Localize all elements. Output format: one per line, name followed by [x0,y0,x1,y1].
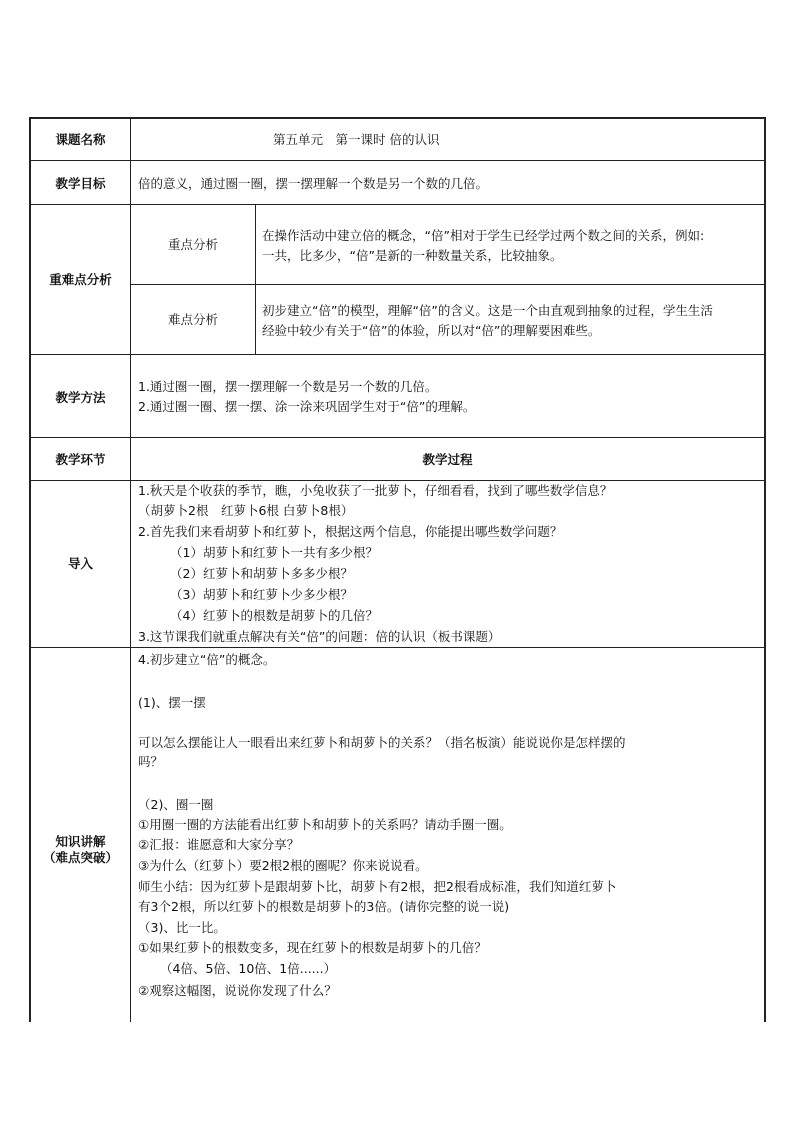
focus-analysis-line: 在操作活动中建立倍的概念，“倍”相对于学生已经学过两个数之间的关系，例如: [262,228,705,243]
knowledge-line: 有3个2根，所以红萝卜的根数是胡萝卜的3倍。(请你完整的说一说) [138,899,510,914]
row-divider [29,354,766,355]
row-divider [130,284,766,285]
knowledge-line: 吗？ [138,754,164,769]
goal-row-label: 教学目标 [55,176,106,191]
knowledge-line: （2)、圈一圈 [138,797,214,812]
method-line: 2.通过圈一圈、摆一摆、涂一涂来巩固学生对于“倍”的理解。 [138,399,476,414]
knowledge-line: 4.初步建立“倍”的概念。 [138,652,276,667]
method-row-label: 教学方法 [55,390,106,405]
focus-analysis-line: 一共，比多少，“倍”是新的一种数量关系，比较抽象。 [262,248,563,263]
table-border-right [764,117,766,1022]
intro-line: （4）红萝卜的根数是胡萝卜的几倍？ [170,608,378,623]
title-row-label: 课题名称 [55,132,106,147]
knowledge-line: ①如果红萝卜的根数变多，现在红萝卜的根数是胡萝卜的几倍？ [138,940,487,955]
knowledge-row-sublabel: （难点突破） [42,850,118,865]
intro-line: 2.首先我们来看胡萝卜和红萝卜，根据这两个信息，你能提出哪些数学问题？ [138,524,563,539]
difficulty-analysis-line: 经验中较少有关于“倍”的体验，所以对“倍”的理解要困难些。 [262,323,601,338]
subcolumn-divider [255,204,256,354]
stage-header-label: 教学环节 [55,452,106,467]
knowledge-line: ②汇报：谁愿意和大家分享？ [138,837,300,852]
knowledge-row-label: 知识讲解 [55,834,106,849]
row-divider [29,160,766,161]
table-border-top [29,117,766,119]
knowledge-line: ③为什么（红萝卜）要2根2根的圈呢？你来说说看。 [138,858,428,873]
row-divider [29,437,766,438]
knowledge-line: ①用圈一圈的方法能看出红萝卜和胡萝卜的关系吗？请动手圈一圈。 [138,817,512,832]
knowledge-line: 师生小结：因为红萝卜是跟胡萝卜比，胡萝卜有2根，把2根看成标准，我们知道红萝卜 [138,879,617,894]
knowledge-line: ②观察这幅图，说说你发现了什么？ [138,983,337,998]
teaching-goal-text: 倍的意义，通过圈一圈，摆一摆理解一个数是另一个数的几倍。 [138,176,489,191]
intro-line: （2）红萝卜和胡萝卜多多少根？ [170,566,353,581]
intro-line: 1.秋天是个收获的季节，瞧，小兔收获了一批萝卜，仔细看看，找到了哪些数学信息？ [138,483,613,498]
intro-line: （3）胡萝卜和红萝卜少多少根？ [170,587,353,602]
knowledge-line: （3)、比一比。 [138,920,226,935]
difficulty-analysis-line: 初步建立“倍”的模型，理解“倍”的含义。这是一个由直观到抽象的过程，学生生活 [262,303,713,318]
lesson-title: 第五单元 第一课时 倍的认识 [273,132,440,147]
intro-line: （胡萝卜2根 红萝卜6根 白萝卜8根） [138,503,354,518]
key-points-row-label: 重难点分析 [49,272,112,287]
focus-analysis-label: 重点分析 [167,237,218,252]
difficulty-analysis-label: 难点分析 [167,312,218,327]
knowledge-line: (1)、摆一摆 [138,695,206,710]
knowledge-line: 可以怎么摆能让人一眼看出来红萝卜和胡萝卜的关系？（指名板演）能说说你是怎样摆的 [138,735,626,750]
row-divider [29,647,766,648]
method-line: 1.通过圈一圈，摆一摆理解一个数是另一个数的几倍。 [138,379,438,394]
process-header-label: 教学过程 [422,452,473,467]
intro-line: 3.这节课我们就重点解决有关“倍”的问题：倍的认识（板书课题） [138,629,501,644]
knowledge-line: （4倍、5倍、10倍、1倍......） [160,961,337,976]
row-divider [29,204,766,205]
intro-line: （1）胡萝卜和红萝卜一共有多少根？ [170,545,378,560]
intro-row-label: 导入 [67,556,93,571]
